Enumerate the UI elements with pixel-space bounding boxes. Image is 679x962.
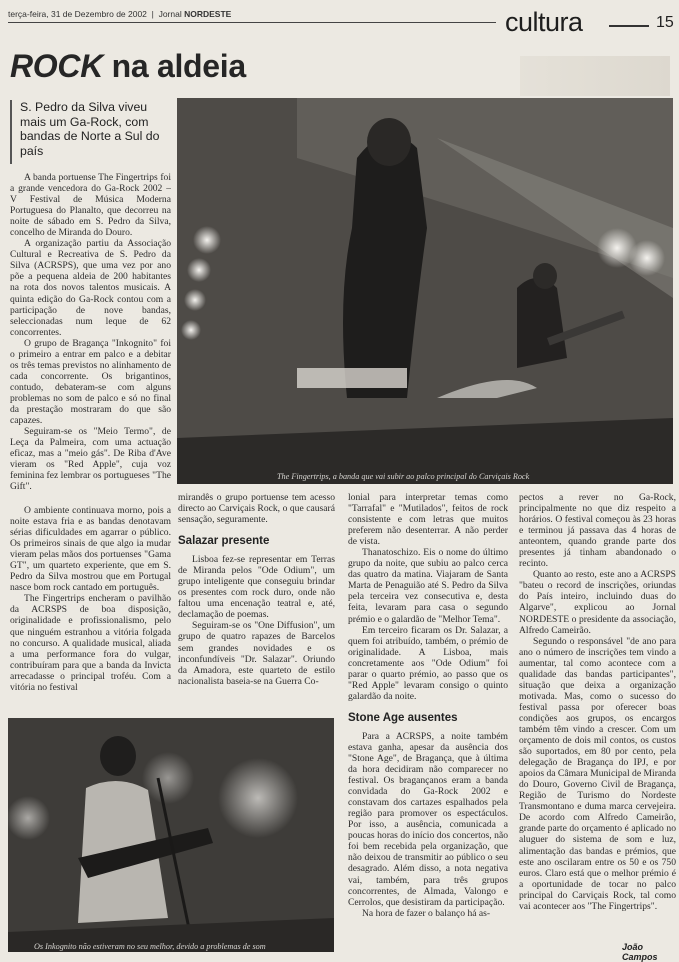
paragraph: Para a ACRSPS, a noite também estava ganha, apesar da ausência dos "Stone Age", de Bragança, que à última da hora decidiram não comparecer no festival. Os bragançanos eram a banda convidada do Ga-Rock 2002 e constavam dos cartazes espalhados pela região para promover os espectáculos. Por isso, a ausência, comunicada a poucas horas do início dos concertos, não foi bem recebida pela organização, que não deixou de transmitir ao público o seu desagrado. Além disso, a nota negativa vai, também, para três grupos concorrentes, de Almada, Valongo e Cerrolos, que desistiram da participação.: [348, 730, 508, 908]
paragraph: A organização partiu da Associação Cultural e Recreativa de S. Pedro da Silva (ACRSPS), que uma vez por ano põe a pequena aldeia de 200 habitantes na rota dos novos talentos musicais. A quinta edição do Ga-Rock contou com a participação de nove bandas, seleccionadas num leque de 62 concorrentes.: [10, 238, 171, 338]
paragraph: Em terceiro ficaram os Dr. Salazar, a quem foi atribuído, também, o prémio de originalidade. A Lisboa, mais concretamente aos "Ode Odium" foi parar o quarto prémio, ao passo que os "Red Apple" levaram consigo o quinto galardão da noite.: [348, 624, 508, 702]
paragraph: Thanatoschizo. Eis o nome do último grupo da noite, que subiu ao palco cerca das quatro da matina. Viajaram de Santa Marta de Penaguião até S. Pedro da Silva pela terceira vez consecutiva e, desta feita, levaram para casa o segundo prémio e o galardão de "Melhor Tema".: [348, 547, 508, 625]
paragraph: Seguiram-se os "One Diffusion", um grupo de quatro rapazes de Barcelos sem grandes novidades e os inconfundíveis "Dr. Salazar". Oriundo da Amadora, este quarteto de estilo nacionalista baseia-se na Guerra Co-: [178, 620, 335, 687]
paragraph: Lisboa fez-se representar em Terras de Miranda pelos "Ode Odium", um grupo inteligente que conseguiu brindar os presentes com rock duro, onde não faltou uma encenação teatral e, até, declamação de poemas.: [178, 554, 335, 621]
column-1-lower: [10, 505, 171, 715]
page-number: 15: [656, 14, 674, 31]
paragraph: Quanto ao resto, este ano a ACRSPS "bateu o record de inscrições, oriundas do País inteiro, incluindo duas do Algarve", explicou ao Jornal NORDESTE o presidente da associação, Alfredo Cameirão.: [519, 569, 676, 636]
author-signature: João Campos: [622, 942, 658, 962]
ghost-ad-bleedthrough: [520, 56, 670, 96]
subhead-salazar: Salazar presente: [178, 535, 270, 548]
paragraph: Seguiram-se os "Meio Termo", de Leça da Palmeira, com uma actuação eficaz, mas a "meio gás". De Riba d'Ave vieram os "Red Apple", cuja voz feminina fez lembrar os portugueses "The Gift".: [10, 426, 171, 493]
stage-photo-illustration: [177, 98, 673, 484]
article-lead: S. Pedro da Silva viveu mais um Ga-Rock, com bandas de Norte a Sul do país: [10, 100, 168, 164]
paragraph: A banda portuense The Fingertrips foi a grande vencedora do Ga-Rock 2002 – V Festival de Música Moderna Portuguesa do Planalto, que decorreu na noite de sábado em S. Pedro da Silva, concelho de Miranda do Douro.: [10, 172, 171, 239]
title-rest: na aldeia: [111, 48, 246, 84]
subhead-stone-age: Stone Age ausentes: [348, 711, 458, 724]
issue-date-line: terça-feira, 31 de Dezembro de 2002 | Jornal NORDESTE: [8, 9, 232, 19]
column-4: [519, 492, 676, 940]
paragraph: pectos a rever no Ga-Rock, principalmente no que diz respeito a horários. O festival começou às 23 horas e terminou já passava das 4 horas de anteontem, quando grande parte dos presentes já tinham abandonado o recinto.: [519, 492, 676, 570]
guitarist-photo-illustration: [8, 718, 334, 952]
paragraph: The Fingertrips encheram o pavilhão da ACRSPS de boa disposição, originalidade e profissionalismo, pelo que ninguém estranhou a vitória folgada no concurso. A qualidade musical, aliada a uma performance fora do vulgar, contribuíram para que a banda da Invicta arrecadasse o principal troféu. Com a vitória no festival: [10, 593, 171, 693]
column-3: [348, 492, 508, 952]
second-photo-caption: Os Inkognito não estiveram no seu melhor, devido a problemas de som: [34, 942, 266, 951]
section-dash: [609, 25, 649, 27]
issue-date: terça-feira, 31 de Dezembro de 2002: [8, 9, 147, 19]
title-word-rock: ROCK: [10, 48, 104, 84]
paper-name: NORDESTE: [184, 9, 232, 19]
paragraph: lonial para interpretar temas como "Tarrafal" e "Mutilados", feitos de rock consistente e com letras que muitos preferem não desenterrar. A não perder de vista.: [348, 492, 508, 548]
second-concert-photo: [8, 718, 334, 952]
column-1-upper: [10, 172, 171, 502]
paper-prefix: Jornal: [158, 9, 182, 19]
paragraph: mirandês o grupo portuense tem acesso directo ao Carviçais Rock, o que causará sensação, seguramente.: [178, 492, 335, 526]
paragraph: O ambiente continuava morno, pois a noite estava fria e as bandas denotavam sérias dificuldades em agarrar o público. Os primeiros sinais de que algo ia mudar vieram pelas mãos dos portuenses "Gama GT", um quarteto experiente, que em S. Pedro da Silva mostrou que em Portugal nasce bom rock cantado em português.: [10, 505, 171, 594]
main-concert-photo: [177, 98, 673, 484]
paragraph: O grupo de Bragança "Inkognito" foi o primeiro a entrar em palco e a debitar os três temas previstos no alinhamento de cada concorrente. Os brigantinos, contudo, debateram-se com alguns problemas no som de palco e só no final da prestação mostraram do que são capazes.: [10, 337, 171, 427]
header-rule: [8, 22, 496, 23]
column-2: [178, 492, 335, 712]
article-title: [10, 48, 246, 85]
paragraph: Na hora de fazer o balanço há as-: [362, 907, 491, 919]
section-name: cultura: [505, 7, 583, 37]
paragraph: Segundo o responsável "de ano para ano o número de inscrições tem vindo a aumentar, tal como acontece com a qualidade das bandas participantes", situação que deixa a organização motivada. Mas, como o sucesso do festival passa por oferecer boas condições aos grupos, os encargos também têm vindo a crescer. Com um orçamento de dois mil contos, os custos são suportados, em 80 por cento, pela delegação de Bragança do IPJ, e por apoios da Câmara Municipal de Miranda do Douro, Governo Civil de Bragança, Região de Turismo do Nordeste Transmontano e duma marca cervejeira. De acordo com Alfredo Cameirão, grande parte do orçamento é aplicado no aluguer do sistema de som e luz, alimentação das bandas e prémios, que este ano oscilaram entre os 50 e os 750 euros. Claro está que o melhor prémio é a oportunidade de tocar no palco principal do Carviçais Rock, tal como vai acontecer aos "The Fingertrips".: [519, 635, 676, 912]
main-photo-caption: The Fingertrips, a banda que vai subir ao palco principal do Carviçais Rock: [277, 472, 530, 481]
